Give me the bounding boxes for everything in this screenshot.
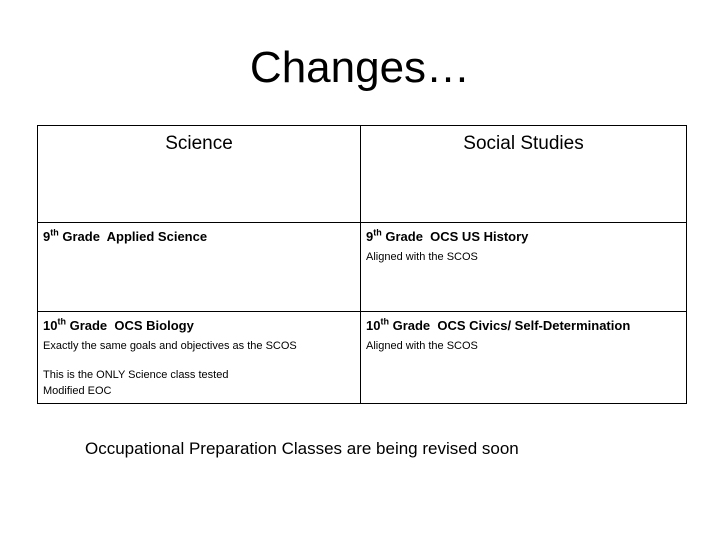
science-header: Science — [38, 126, 361, 223]
course-changes-table — [37, 125, 687, 404]
social-9th-course: 9th Grade OCS US History — [366, 227, 529, 244]
science-10th-detail: Exactly the same goals and objectives as the SCOS — [43, 340, 297, 352]
social-9th-cell — [361, 223, 687, 312]
social-10th-cell — [361, 312, 687, 404]
science-10th-note — [43, 367, 360, 399]
social-10th-course: 10th Grade OCS Civics/ Self-Determination — [366, 316, 631, 333]
science-10th-cell — [38, 312, 361, 404]
science-note-line-1: This is the ONLY Science class tested — [43, 369, 229, 381]
social-studies-header: Social Studies — [361, 126, 687, 223]
science-note-line-2: Modified EOC — [43, 385, 112, 397]
slide-title: Changes… — [249, 43, 471, 92]
social-10th-detail: Aligned with the SCOS — [366, 340, 478, 352]
table-row — [38, 312, 687, 404]
science-10th-course: 10th Grade OCS Biology — [43, 316, 194, 333]
science-9th-cell — [38, 223, 361, 312]
table-header-row — [38, 126, 687, 223]
science-9th-course: 9th Grade Applied Science — [43, 227, 208, 244]
table-row — [38, 223, 687, 312]
footer-note: Occupational Preparation Classes are being revised soon — [85, 439, 519, 458]
social-9th-detail: Aligned with the SCOS — [366, 251, 478, 263]
